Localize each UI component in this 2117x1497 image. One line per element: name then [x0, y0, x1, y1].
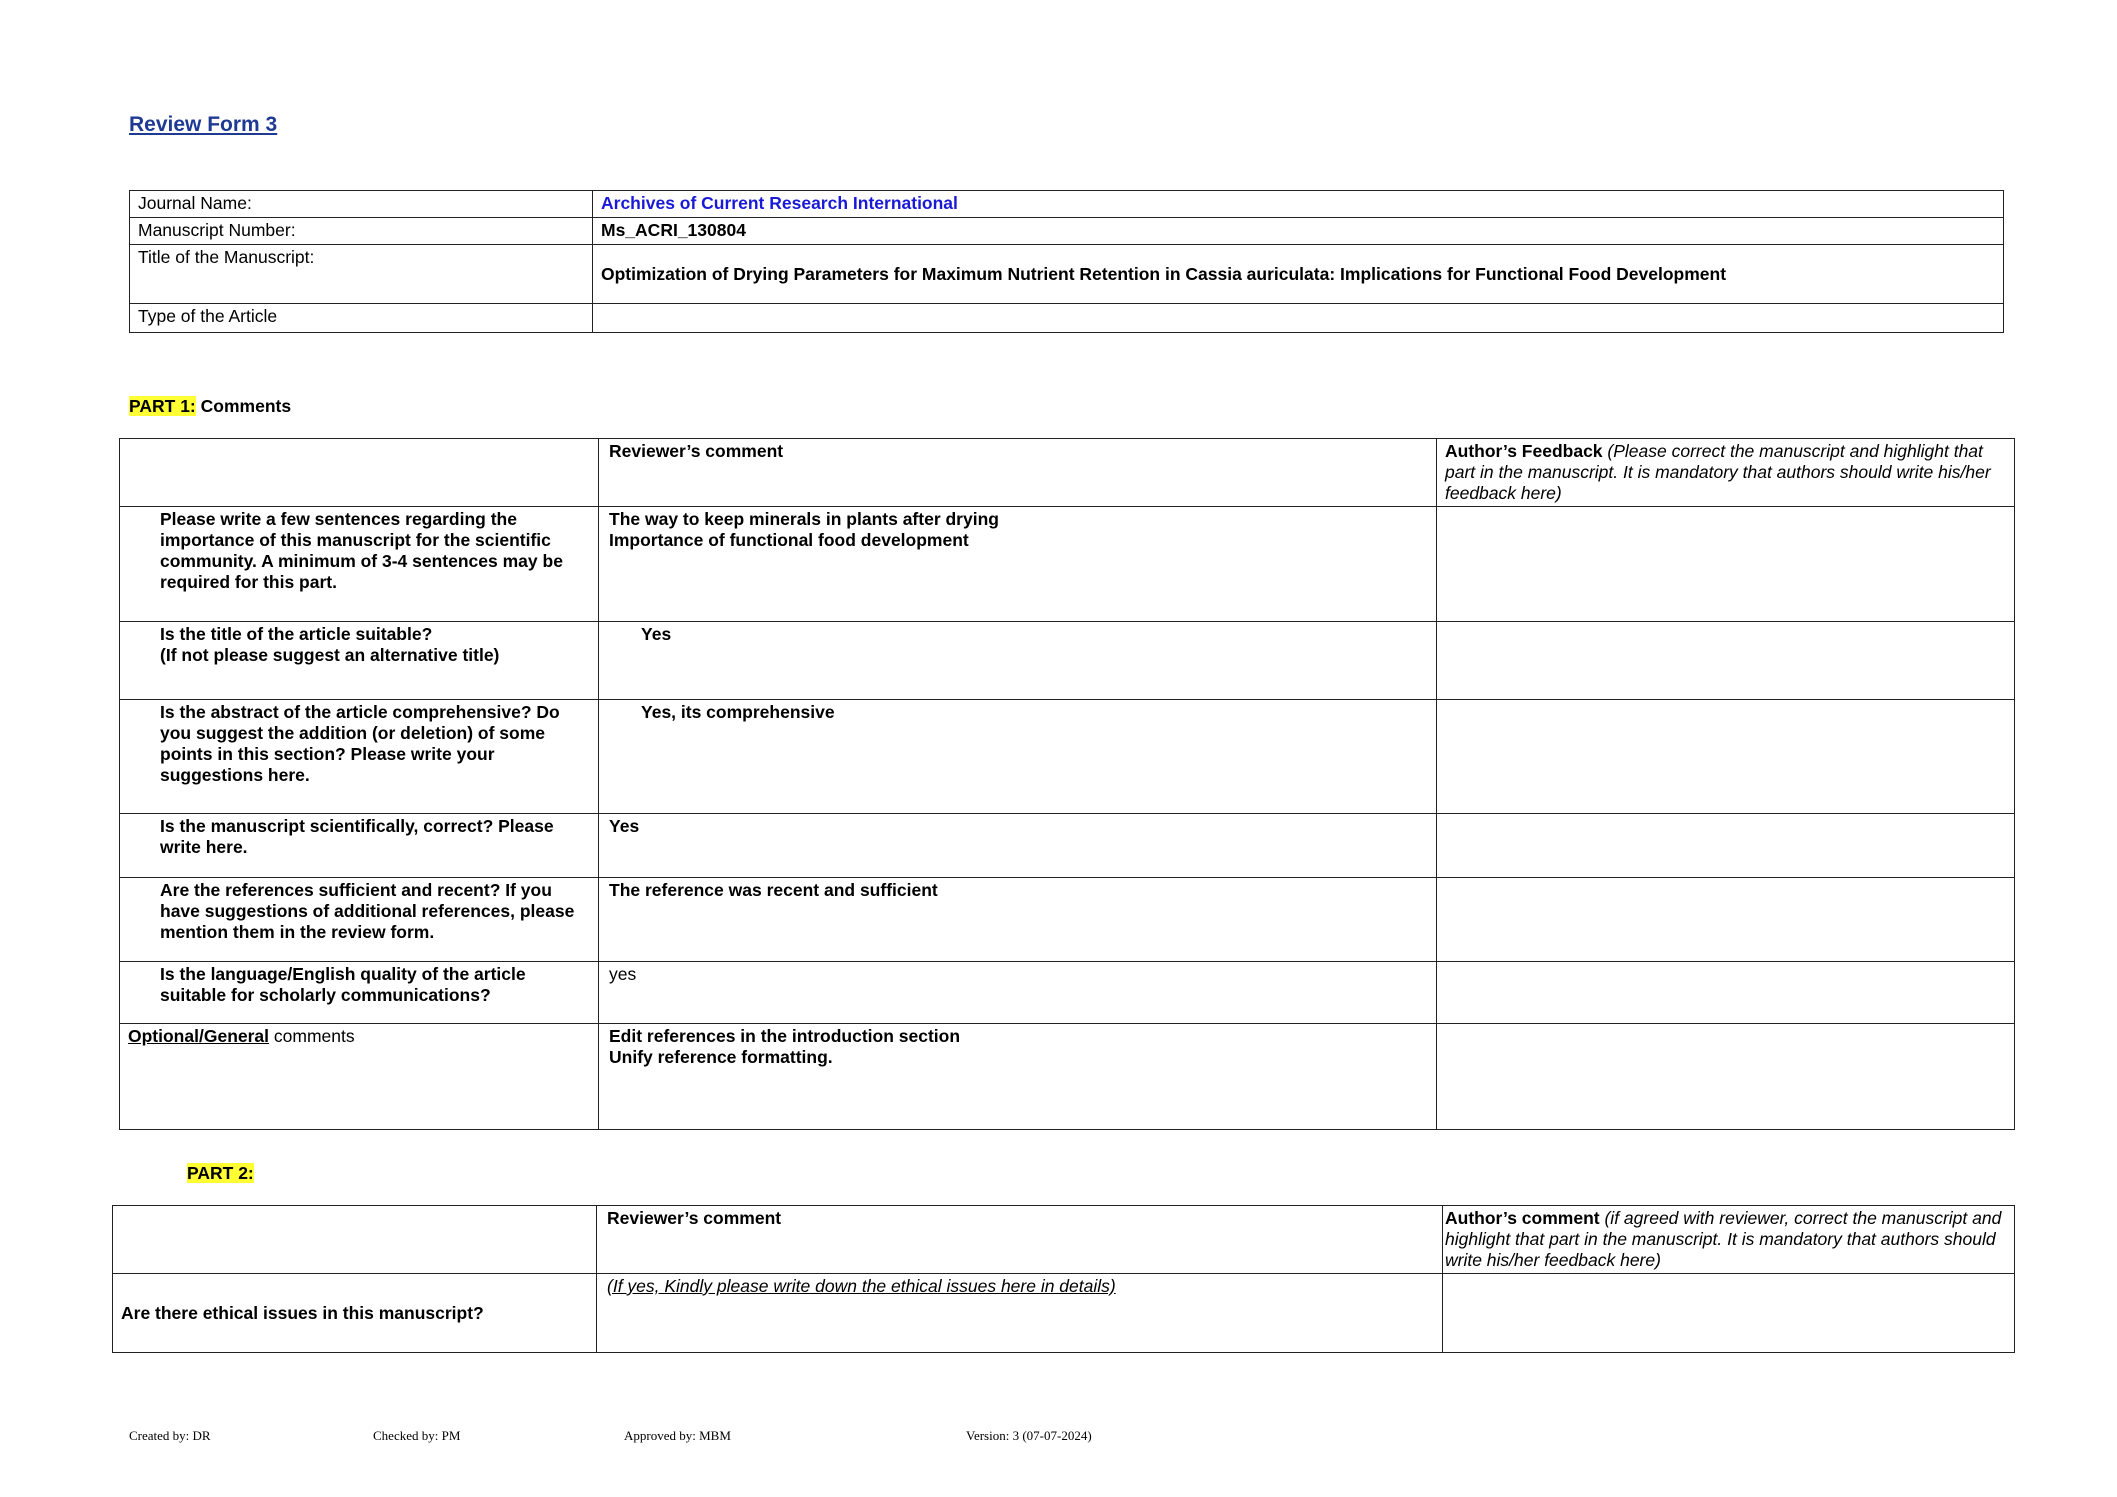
part1-label: PART 1:: [129, 396, 196, 416]
table-row: [120, 878, 2015, 962]
part2-heading: [187, 1163, 254, 1184]
footer-checked: Checked by: PM: [373, 1428, 461, 1443]
manuscript-info-table: [129, 190, 2004, 333]
part2-label: PART 2:: [187, 1163, 254, 1183]
manuscript-number-value: Ms_ACRI_130804: [593, 218, 2004, 245]
optional-label-b: General: [203, 1026, 270, 1046]
footer-version: Version: 3 (07-07-2024): [966, 1428, 1092, 1443]
author-feedback-optional[interactable]: [1437, 1024, 2015, 1130]
author-feedback-references[interactable]: [1437, 878, 2015, 962]
table-row: [120, 507, 2015, 622]
part1-header-reviewer: Reviewer’s comment: [599, 439, 1437, 507]
footer-approved: Approved by: MBM: [624, 1428, 731, 1443]
part1-header-author-bold: Author’s Feedback: [1445, 441, 1603, 461]
form-title: Review Form 3: [129, 113, 278, 136]
question-ethics: Are there ethical issues in this manuscript?: [113, 1274, 597, 1353]
part2-header-author: [1443, 1206, 2015, 1274]
author-feedback-importance[interactable]: [1437, 507, 2015, 622]
table-row: [120, 1024, 2015, 1130]
comment-language: yes: [599, 962, 1437, 1024]
optional-label-a: Optional: [128, 1026, 199, 1046]
article-type-value: [593, 304, 2004, 333]
part2-header-reviewer: Reviewer’s comment: [597, 1206, 1443, 1274]
author-feedback-title[interactable]: [1437, 622, 2015, 700]
author-feedback-ethics[interactable]: [1443, 1274, 2015, 1353]
footer-created: Created by: DR: [129, 1428, 211, 1443]
table-row: [120, 962, 2015, 1024]
comment-importance-line2: Importance of functional food development: [609, 530, 969, 550]
part1-heading: [129, 396, 291, 417]
part2-header-author-bold: Author’s comment: [1445, 1208, 1600, 1228]
optional-label-c: comments: [273, 1026, 355, 1046]
part1-header-empty: [120, 439, 599, 507]
comment-scientific: Yes: [599, 814, 1437, 878]
comment-ethics: (If yes, Kindly please write down the ethical issues here in details): [597, 1274, 1443, 1353]
comment-optional-line1: Edit references in the introduction section: [609, 1026, 961, 1046]
manuscript-title-label: Title of the Manuscript:: [130, 245, 593, 304]
article-type-label: Type of the Article: [130, 304, 593, 333]
manuscript-title-value: Optimization of Drying Parameters for Maximum Nutrient Retention in Cassia auriculata: Implications for Functional Food Development: [593, 245, 2004, 304]
comment-importance: [599, 507, 1437, 622]
comment-optional-line2: Unify reference formatting.: [609, 1047, 833, 1067]
comment-references: The reference was recent and sufficient: [599, 878, 1437, 962]
part1-suffix: Comments: [200, 396, 292, 416]
journal-name-value: Archives of Current Research International: [593, 191, 2004, 218]
manuscript-number-label: Manuscript Number:: [130, 218, 593, 245]
part1-comments-table: [119, 438, 2015, 1130]
comment-importance-line1: The way to keep minerals in plants after drying: [609, 509, 999, 529]
question-title: [120, 622, 599, 700]
part1-header-author: [1437, 439, 2015, 507]
author-feedback-language[interactable]: [1437, 962, 2015, 1024]
part2-header-empty: [113, 1206, 597, 1274]
table-row: [120, 622, 2015, 700]
optional-label-sep: /: [198, 1026, 204, 1046]
question-scientific: Is the manuscript scientifically, correct? Please write here.: [120, 814, 599, 878]
question-title-line2: (If not please suggest an alternative title): [160, 645, 500, 665]
table-row: [120, 814, 2015, 878]
question-abstract: Is the abstract of the article comprehensive? Do you suggest the addition (or deletion) of some points in this section? Please write your suggestions here.: [120, 700, 599, 814]
part1-header-author-note: (Please correct the manuscript and highlight that part in the manuscript. It is mandatory that authors should write his/her feedback here): [1445, 441, 1991, 503]
table-row: [120, 700, 2015, 814]
table-row: [113, 1274, 2015, 1353]
comment-abstract: Yes, its comprehensive: [599, 700, 1437, 814]
question-references: Are the references sufficient and recent? If you have suggestions of additional references, please mention them in the review form.: [120, 878, 599, 962]
part2-header-author-note: (if agreed with reviewer, correct the manuscript and highlight that part in the manuscript. It is mandatory that authors should write his/her feedback here): [1445, 1208, 2002, 1270]
part2-ethics-table: [112, 1205, 2015, 1353]
question-language: Is the language/English quality of the article suitable for scholarly communications?: [120, 962, 599, 1024]
optional-general-label: [120, 1024, 599, 1130]
comment-title: Yes: [599, 622, 1437, 700]
question-title-line1: Is the title of the article suitable?: [160, 624, 433, 644]
journal-name-label: Journal Name:: [130, 191, 593, 218]
author-feedback-abstract[interactable]: [1437, 700, 2015, 814]
comment-optional: [599, 1024, 1437, 1130]
question-importance: Please write a few sentences regarding the importance of this manuscript for the scientific community. A minimum of 3-4 sentences may be required for this part.: [120, 507, 599, 622]
author-feedback-scientific[interactable]: [1437, 814, 2015, 878]
